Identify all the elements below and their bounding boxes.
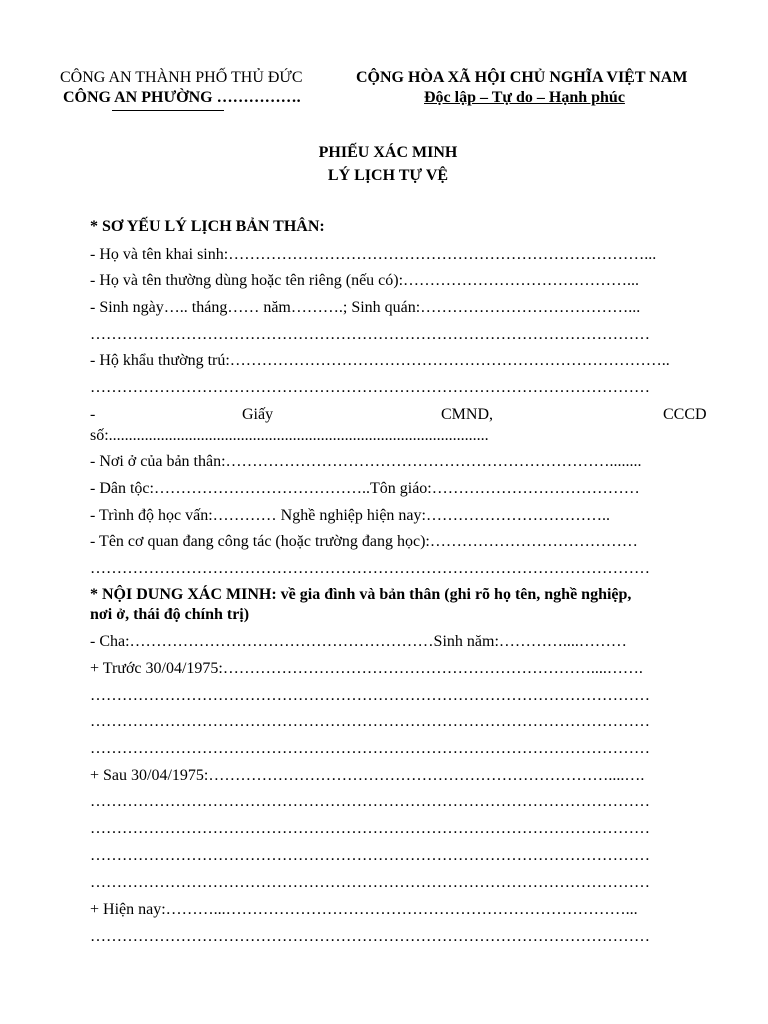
blank-line: …………………………………………………………………………………………… — [90, 687, 650, 704]
blank-line: …………………………………………………………………………………………… — [90, 820, 650, 837]
field-current-address: - Nơi ở của bản thân:………………………………………………………………........ — [90, 453, 642, 470]
blank-line: …………………………………………………………………………………………… — [90, 874, 650, 891]
blank-line: …………………………………………………………………………………………… — [90, 740, 650, 757]
blank-line: …………………………………………………………………………………………… — [90, 928, 650, 945]
field-birthplace-continued: …………………………………………………………………………………………… — [90, 326, 650, 343]
ward-police-label: CÔNG AN PHƯỜNG ……………. — [63, 89, 301, 106]
field-present: + Hiện nay:………...…………………………………………………………………... — [90, 901, 638, 918]
header-underline — [112, 110, 224, 111]
blank-line: …………………………………………………………………………………………… — [90, 847, 650, 864]
form-subtitle: LÝ LỊCH TỰ VỆ — [327, 167, 449, 184]
field-id-word-cmnd: CMND, — [441, 406, 494, 423]
field-id-word-giay: Giấy — [242, 406, 274, 423]
field-after-1975: + Sau 30/04/1975:…………………………………………………………………....…. — [90, 767, 645, 784]
form-title: PHIẾU XÁC MINH — [318, 144, 458, 161]
field-before-1975: + Trước 30/04/1975:……………………………………………………………....……. — [90, 660, 643, 677]
section-verification-heading: * NỘI DUNG XÁC MINH: về gia đình và bản thân (ghi rõ họ tên, nghề nghiệp, — [90, 586, 632, 603]
section-verification-heading-cont: nơi ở, thái độ chính trị) — [90, 606, 250, 623]
country-name: CỘNG HÒA XÃ HỘI CHỦ NGHĨA VIỆT NAM — [356, 69, 688, 86]
field-birth-name: - Họ và tên khai sinh:……………………………………………………………………... — [90, 246, 657, 263]
field-id-number: số:............................................................................................... — [90, 427, 489, 444]
field-workplace: - Tên cơ quan đang công tác (hoặc trường đang học):………………………………… — [90, 533, 638, 550]
field-ethnicity-religion: - Dân tộc:…………………………………..Tôn giáo:………………………………… — [90, 480, 640, 497]
field-permanent-residence: - Hộ khẩu thường trú:……………………………………………………………………….. — [90, 352, 670, 369]
field-id-prefix: - — [90, 406, 96, 423]
field-date-of-birth: - Sinh ngày….. tháng…… năm……….; Sinh quán:…………………………………... — [90, 299, 641, 316]
blank-line: …………………………………………………………………………………………… — [90, 713, 650, 730]
field-education-occupation: - Trình độ học vấn:………… Nghề nghiệp hiện nay:…………………………….. — [90, 507, 610, 524]
field-workplace-continued: …………………………………………………………………………………………… — [90, 560, 650, 577]
field-id-word-cccd: CCCD — [663, 406, 707, 423]
agency-name: CÔNG AN THÀNH PHỐ THỦ ĐỨC — [60, 69, 303, 86]
section-personal-heading: * SƠ YẾU LÝ LỊCH BẢN THÂN: — [90, 218, 325, 235]
national-motto: Độc lập – Tự do – Hạnh phúc — [424, 89, 625, 106]
field-residence-continued: …………………………………………………………………………………………… — [90, 379, 650, 396]
field-father: - Cha:…………………………………………………Sinh năm:…………....……… — [90, 633, 627, 650]
blank-line: …………………………………………………………………………………………… — [90, 793, 650, 810]
field-common-name: - Họ và tên thường dùng hoặc tên riêng (nếu có):……………………………………... — [90, 272, 640, 289]
